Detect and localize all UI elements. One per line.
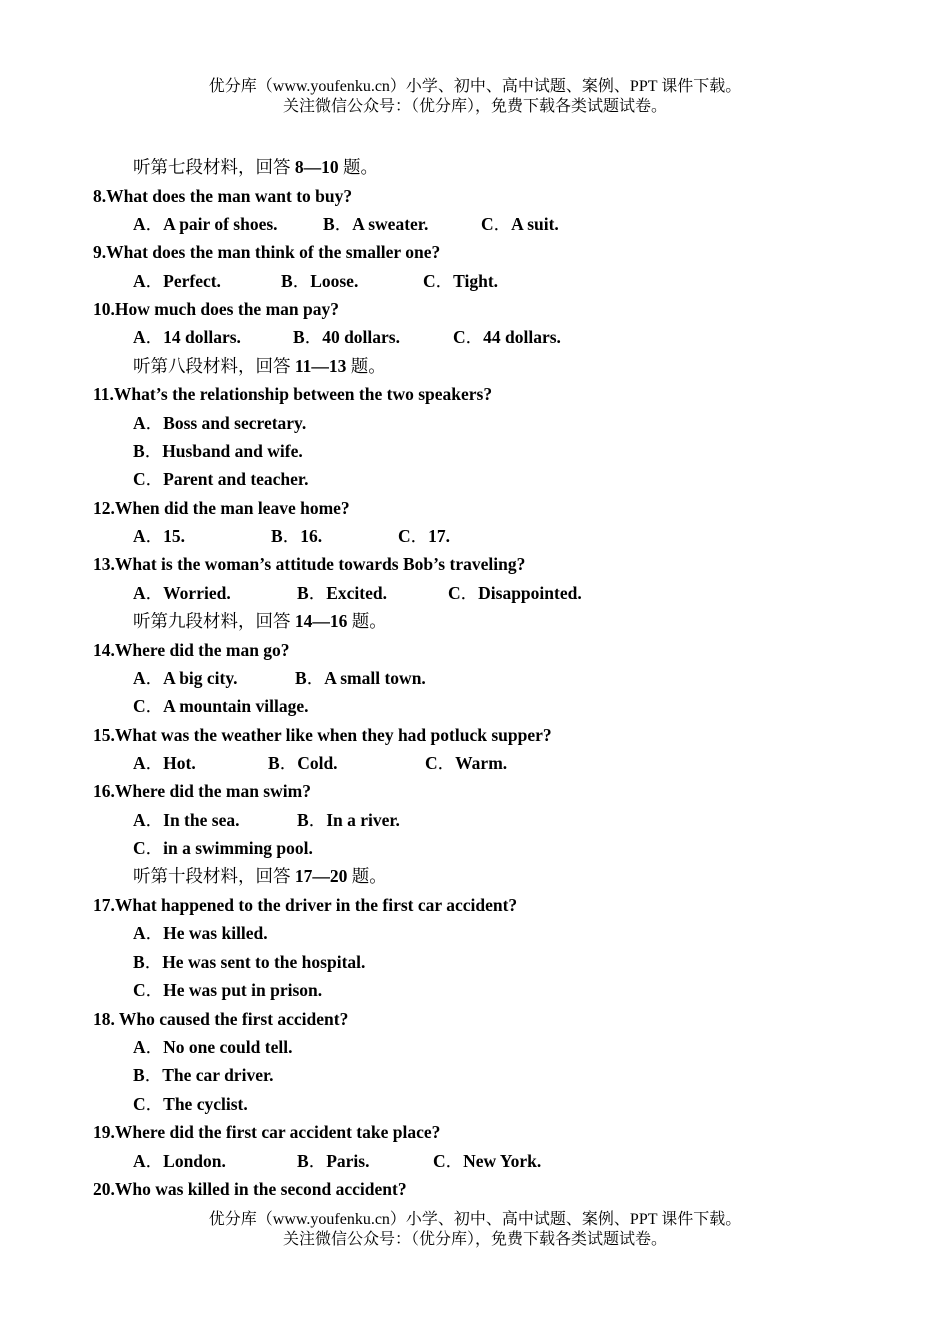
question-18-option-a: A．No one could tell. <box>133 1037 293 1057</box>
question-16-options <box>133 809 400 831</box>
option-c: C．17. <box>398 526 451 546</box>
question-15-stem: 15.What was the weather like when they had potluck supper? <box>93 725 552 745</box>
option-a: A．15. <box>133 526 186 546</box>
question-10-options <box>133 326 561 348</box>
question-11-option-b: B．Husband and wife. <box>133 441 303 461</box>
footer-line-2: 关注微信公众号：（优分库），免费下载各类试题试卷。 <box>282 1231 667 1248</box>
question-11-option-a: A．Boss and secretary. <box>133 413 307 433</box>
header-line-2: 关注微信公众号：（优分库），免费下载各类试题试卷。 <box>282 98 667 115</box>
question-11-stem: 11.What’s the relationship between the two speakers? <box>93 384 493 404</box>
question-19-options <box>133 1150 541 1172</box>
question-14-option-c: C．A mountain village. <box>133 696 309 716</box>
question-13-stem: 13.What is the woman’s attitude towards Bob’s traveling? <box>93 554 526 574</box>
option-b: B．Excited. <box>297 583 387 603</box>
question-18-option-b: B．The car driver. <box>133 1065 274 1085</box>
section-8-instruction: 听第八段材料，回答 11—13 题。 <box>133 356 386 376</box>
question-9-stem: 9.What does the man think of the smaller one? <box>93 242 441 262</box>
question-8-options <box>133 213 559 235</box>
option-c: C．Tight. <box>423 271 499 291</box>
question-17-option-c: C．He was put in prison. <box>133 980 323 1000</box>
option-c: C．44 dollars. <box>453 327 561 347</box>
question-19-stem: 19.Where did the first car accident take place? <box>93 1122 441 1142</box>
option-c: C．A suit. <box>481 214 559 234</box>
question-17-option-b: B．He was sent to the hospital. <box>133 952 366 972</box>
question-14-options <box>133 667 426 689</box>
option-a: A．Worried. <box>133 583 231 603</box>
question-16-option-c: C．in a swimming pool. <box>133 838 313 858</box>
option-a: A．14 dollars. <box>133 327 241 347</box>
option-a: A．Hot. <box>133 753 196 773</box>
question-17-option-a: A．He was killed. <box>133 923 268 943</box>
option-b: B．Paris. <box>297 1151 370 1171</box>
question-18-option-c: C．The cyclist. <box>133 1094 248 1114</box>
option-a: A．In the sea. <box>133 810 240 830</box>
option-a: A．Perfect. <box>133 271 221 291</box>
option-b: B．A small town. <box>295 668 426 688</box>
option-b: B．A sweater. <box>323 214 429 234</box>
question-10-stem: 10.How much does the man pay? <box>93 299 339 319</box>
page-footer <box>0 1210 950 1250</box>
option-b: B．Cold. <box>268 753 338 773</box>
page-header <box>0 77 950 117</box>
option-a: A．A big city. <box>133 668 238 688</box>
question-11-option-c: C．Parent and teacher. <box>133 469 309 489</box>
section-9-instruction: 听第九段材料，回答 14—16 题。 <box>133 611 387 631</box>
question-18-stem: 18. Who caused the first accident? <box>93 1009 349 1029</box>
option-b: B．40 dollars. <box>293 327 400 347</box>
section-10-instruction: 听第十段材料，回答 17—20 题。 <box>133 866 387 886</box>
option-b: B．Loose. <box>281 271 359 291</box>
option-c: C．Warm. <box>425 753 508 773</box>
option-b: B．In a river. <box>297 810 400 830</box>
question-12-options <box>133 525 450 547</box>
option-c: C．Disappointed. <box>448 583 582 603</box>
question-20-stem: 20.Who was killed in the second accident? <box>93 1179 407 1199</box>
footer-line-1: 优分库（www.youfenku.cn）小学、初中、高中试题、案例、PPT 课件下载。 <box>208 1211 742 1228</box>
header-line-1: 优分库（www.youfenku.cn）小学、初中、高中试题、案例、PPT 课件下载。 <box>208 78 742 95</box>
question-14-stem: 14.Where did the man go? <box>93 640 290 660</box>
question-15-options <box>133 752 507 774</box>
option-c: C．New York. <box>433 1151 542 1171</box>
question-12-stem: 12.When did the man leave home? <box>93 498 350 518</box>
section-7-instruction: 听第七段材料，回答 8—10 题。 <box>133 157 378 177</box>
option-b: B．16. <box>271 526 323 546</box>
question-17-stem: 17.What happened to the driver in the first car accident? <box>93 895 518 915</box>
option-a: A．London. <box>133 1151 226 1171</box>
question-9-options <box>133 270 498 292</box>
option-a: A．A pair of shoes. <box>133 214 278 234</box>
question-16-stem: 16.Where did the man swim? <box>93 781 311 801</box>
question-8-stem: 8.What does the man want to buy? <box>93 186 353 206</box>
question-13-options <box>133 582 582 604</box>
